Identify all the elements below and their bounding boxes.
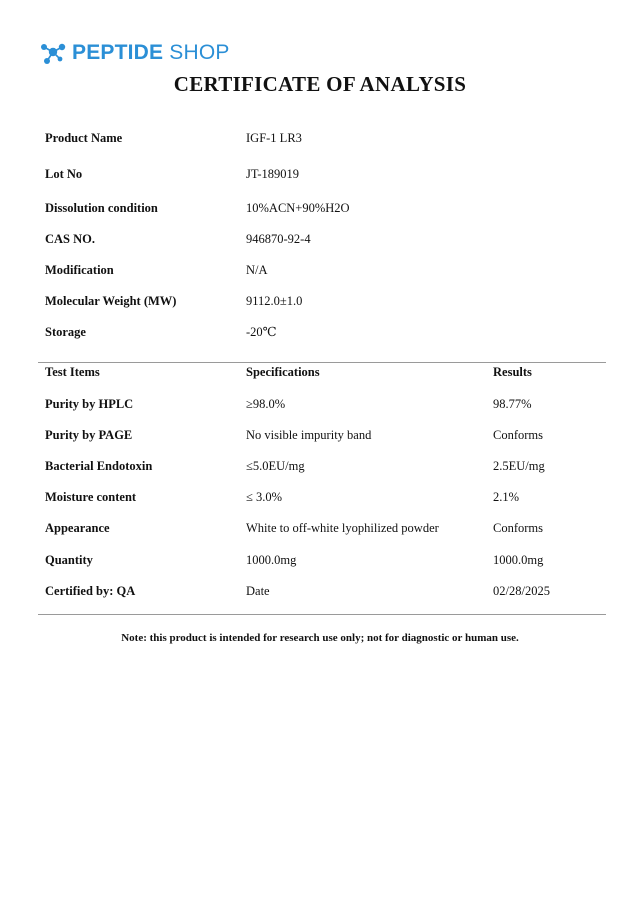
- table-row: [0, 518, 640, 538]
- test-table-header: [0, 362, 640, 382]
- table-row: [0, 425, 640, 445]
- info-label: CAS NO.: [45, 232, 96, 246]
- result-cell: Conforms: [493, 521, 543, 535]
- info-value: IGF-1 LR3: [246, 131, 302, 145]
- result-cell: 2.1%: [493, 490, 520, 504]
- info-row: [0, 198, 640, 218]
- info-value: N/A: [246, 263, 268, 277]
- info-value: 9112.0±1.0: [246, 294, 303, 308]
- info-value: JT-189019: [246, 167, 300, 181]
- info-label: Dissolution condition: [45, 201, 158, 215]
- info-row: [0, 260, 640, 280]
- specification-cell: 1000.0mg: [246, 553, 297, 567]
- specification-cell: No visible impurity band: [246, 428, 372, 442]
- brand-logo: [38, 40, 230, 66]
- header-specifications: Specifications: [246, 365, 320, 379]
- result-cell: 1000.0mg: [493, 553, 544, 567]
- brand-name: PEPTIDE SHOP: [72, 41, 230, 64]
- test-item-cell: Bacterial Endotoxin: [45, 459, 153, 473]
- info-row: [0, 291, 640, 311]
- info-row: [0, 322, 640, 342]
- info-value: -20℃: [246, 325, 277, 339]
- disclaimer-note: Note: this product is intended for research use only; not for diagnostic or human use.: [121, 632, 519, 644]
- table-row: [0, 394, 640, 414]
- specification-cell: ≤5.0EU/mg: [246, 459, 305, 473]
- test-item-cell: Certified by: QA: [45, 584, 136, 598]
- info-value: 946870-92-4: [246, 232, 311, 246]
- info-label: Lot No: [45, 167, 83, 181]
- table-row: [0, 581, 640, 601]
- info-label: Storage: [45, 325, 86, 339]
- result-cell: 2.5EU/mg: [493, 459, 545, 473]
- specification-cell: ≥98.0%: [246, 397, 286, 411]
- info-row: [0, 128, 640, 148]
- specification-cell: Date: [246, 584, 270, 598]
- test-item-cell: Purity by PAGE: [45, 428, 133, 442]
- specification-cell: White to off-white lyophilized powder: [246, 521, 439, 535]
- molecule-icon: [38, 40, 68, 66]
- header-results: Results: [493, 365, 532, 379]
- info-value: 10%ACN+90%H2O: [246, 201, 350, 215]
- test-item-cell: Quantity: [45, 553, 93, 567]
- page-title: CERTIFICATE OF ANALYSIS: [173, 72, 467, 96]
- info-label: Modification: [45, 263, 114, 277]
- info-row: [0, 164, 640, 184]
- test-item-cell: Appearance: [45, 521, 110, 535]
- table-row: [0, 456, 640, 476]
- test-item-cell: Moisture content: [45, 490, 137, 504]
- info-row: [0, 229, 640, 249]
- test-item-cell: Purity by HPLC: [45, 397, 134, 411]
- result-cell: 02/28/2025: [493, 584, 550, 598]
- result-cell: Conforms: [493, 428, 543, 442]
- result-cell: 98.77%: [493, 397, 532, 411]
- info-label: Molecular Weight (MW): [45, 294, 177, 308]
- header-test-items: Test Items: [45, 365, 100, 379]
- table-row: [0, 550, 640, 570]
- table-bottom-divider: [38, 614, 606, 615]
- specification-cell: ≤ 3.0%: [246, 490, 283, 504]
- table-row: [0, 487, 640, 507]
- info-label: Product Name: [45, 131, 123, 145]
